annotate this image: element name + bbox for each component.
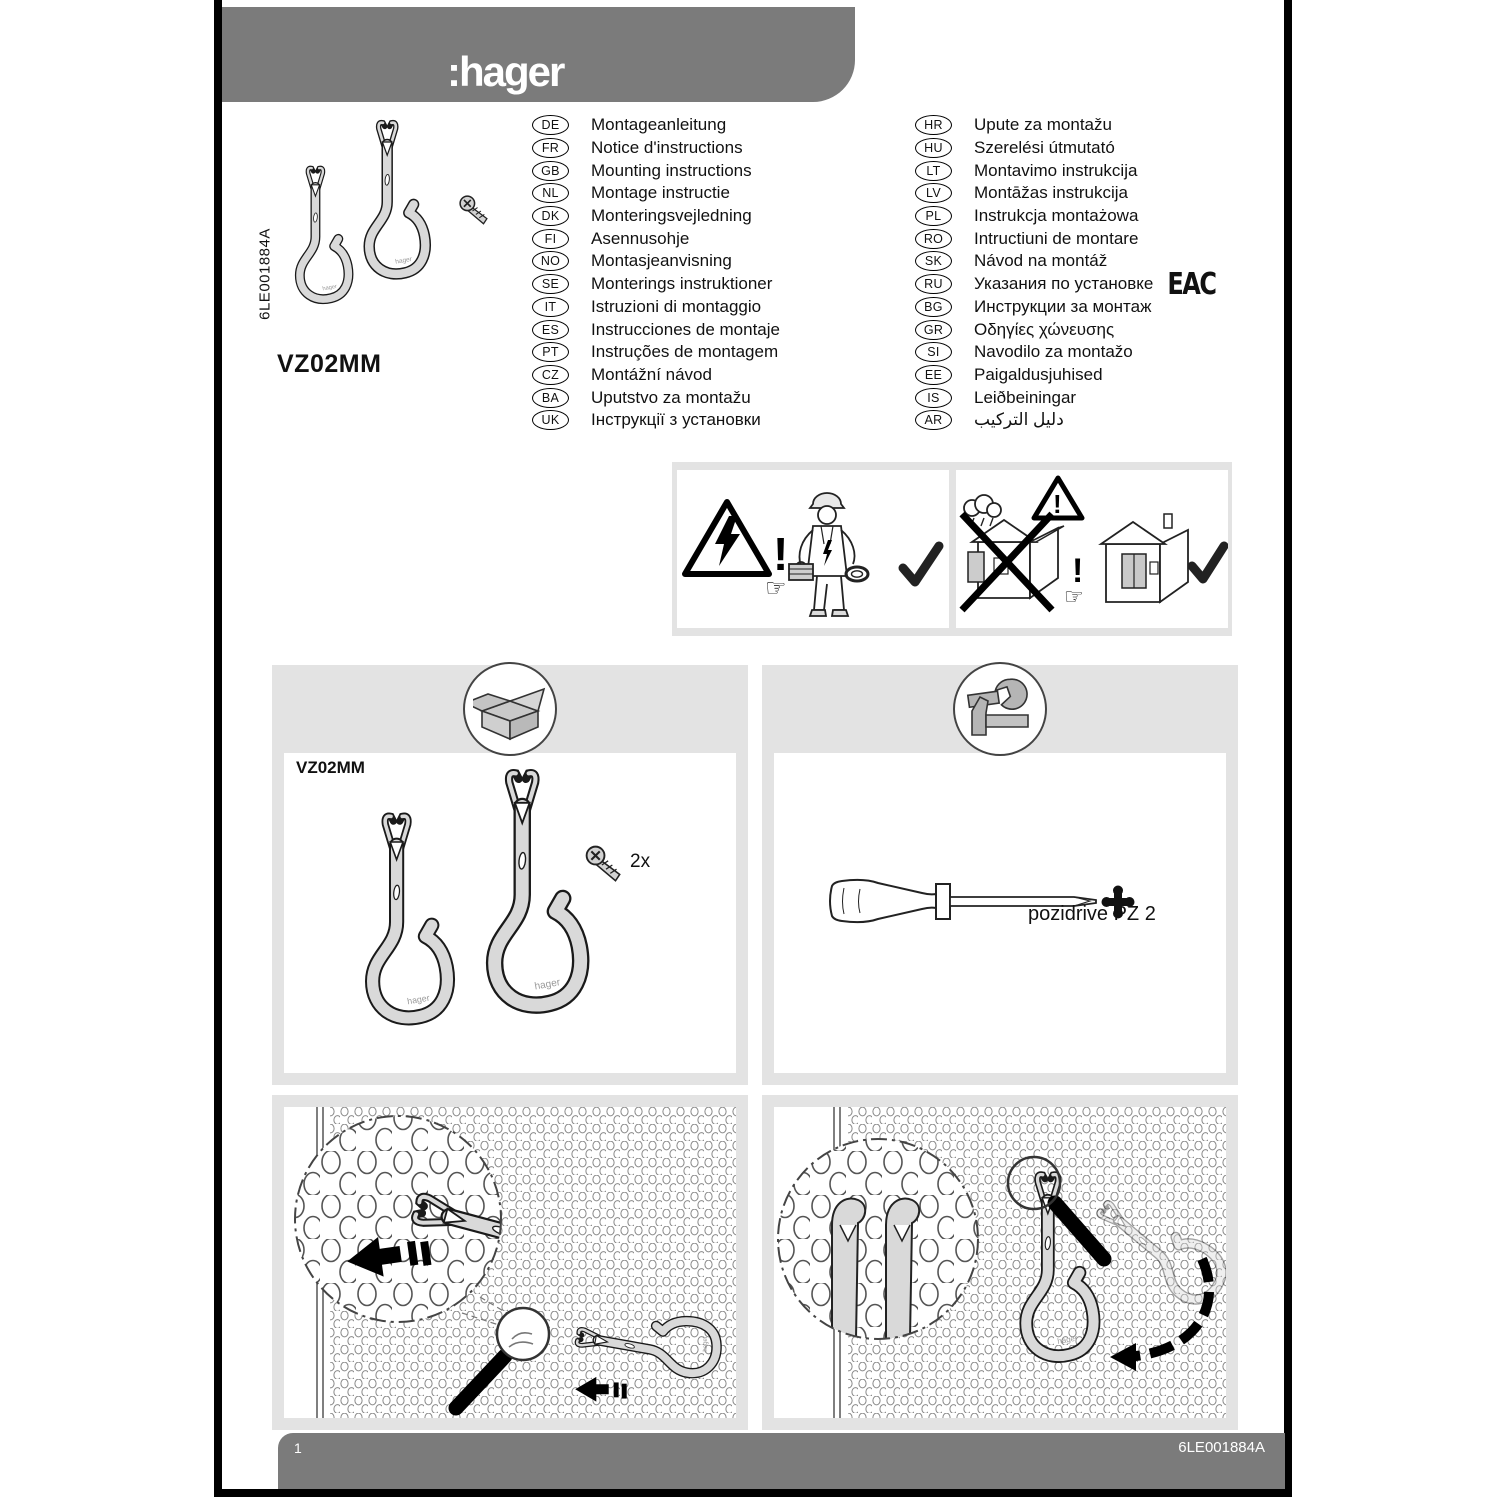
language-code-badge: SI (915, 342, 952, 362)
language-label: Instrukcja montażowa (974, 206, 1139, 226)
screwdriver-illustration (774, 752, 1226, 1073)
language-label: Инструкции за монтаж (974, 296, 1152, 316)
eac-conformity-mark: EAC (1167, 266, 1216, 302)
warning-triangle-icon (1034, 478, 1082, 519)
language-code-badge: LV (915, 183, 952, 203)
language-label: Montavimo instrukcija (974, 160, 1138, 180)
open-box-icon (463, 662, 557, 756)
language-row (532, 114, 780, 137)
language-row (915, 114, 1215, 137)
language-row (532, 318, 780, 341)
language-row (915, 205, 1215, 228)
language-row (532, 250, 780, 273)
page-number: 1 (294, 1440, 302, 1456)
language-row (532, 296, 780, 319)
language-label: Montážní návod (591, 364, 712, 384)
language-label: Указания по установке (974, 274, 1154, 294)
language-code-badge: DE (532, 115, 569, 135)
language-code-badge: IS (915, 388, 952, 408)
language-label: Asennusohje (591, 228, 690, 248)
language-code-badge: UK (532, 410, 569, 430)
language-row (532, 409, 780, 432)
exclamation-mark: ! (1071, 552, 1083, 590)
install-step-hook-illustration (284, 1107, 736, 1418)
language-row (915, 341, 1215, 364)
language-row (915, 182, 1215, 205)
language-code-badge: EE (915, 365, 952, 385)
language-label: Instruções de montagem (591, 342, 779, 362)
tool-name-label: pozidrive PZ 2 (1028, 903, 1156, 925)
language-code-badge: LT (915, 161, 952, 181)
qualified-electrician-pictogram (677, 470, 949, 628)
indoor-use-pictogram (956, 470, 1228, 628)
language-code-badge: NL (532, 183, 569, 203)
language-label: Intructiuni de montare (974, 228, 1139, 248)
language-row (915, 409, 1215, 432)
magnified-detail-circle (778, 1139, 978, 1339)
language-label: Montasjeanvisning (591, 251, 732, 271)
language-row (915, 159, 1215, 182)
crossed-house-illustration (962, 514, 1064, 610)
language-row (915, 137, 1215, 160)
language-row (532, 273, 780, 296)
language-list-left (532, 114, 780, 432)
language-row (532, 227, 780, 250)
language-label: Upute za montažu (974, 115, 1112, 135)
language-code-badge: FI (532, 229, 569, 249)
package-contents-illustration (284, 752, 736, 1073)
language-row (532, 137, 780, 160)
language-label: Návod na montáž (974, 251, 1108, 271)
language-row (915, 364, 1215, 387)
language-label: Mounting instructions (591, 160, 752, 180)
language-code-badge: PT (532, 342, 569, 362)
doc-ref-vertical: 6LE001884A (256, 228, 274, 320)
language-label: Monteringsvejledning (591, 206, 752, 226)
language-row (915, 386, 1215, 409)
language-label: Istruzioni di montaggio (591, 296, 762, 316)
language-code-badge: HR (915, 115, 952, 135)
language-row (532, 159, 780, 182)
product-code: VZ02MM (277, 350, 382, 378)
language-label: Montāžas instrukcija (974, 183, 1129, 203)
install-step-rotate-illustration (774, 1107, 1226, 1418)
safety-pictogram-strip (672, 462, 1232, 636)
language-code-badge: ES (532, 320, 569, 340)
language-label: دليل التركيب (974, 410, 1064, 430)
language-row (532, 386, 780, 409)
language-code-badge: GR (915, 320, 952, 340)
pointing-hand-icon: ☞ (764, 575, 787, 602)
language-row (915, 318, 1215, 341)
electric-hazard-triangle-icon (685, 502, 769, 574)
language-code-badge: RU (915, 274, 952, 294)
language-row (532, 341, 780, 364)
language-label: Montage instructie (591, 183, 730, 203)
language-label: Montageanleitung (591, 115, 727, 135)
language-label: Leiðbeiningar (974, 387, 1077, 407)
screw-quantity-label: 2x (630, 851, 651, 872)
language-label: Οδηγίες χώνευσης (974, 319, 1115, 339)
language-code-badge: BG (915, 297, 952, 317)
footer-bar (278, 1433, 1285, 1489)
language-label: Uputstvo za montažu (591, 387, 751, 407)
language-code-badge: PL (915, 206, 952, 226)
language-row (532, 182, 780, 205)
language-code-badge: AR (915, 410, 952, 430)
language-list-right (915, 114, 1215, 432)
language-code-badge: NO (532, 251, 569, 271)
doc-ref-footer: 6LE001884A (1178, 1439, 1265, 1456)
panel-product-code: VZ02MM (296, 758, 365, 777)
language-row (532, 364, 780, 387)
language-code-badge: FR (532, 138, 569, 158)
checkmark-icon (903, 546, 939, 582)
language-row (915, 227, 1215, 250)
exclamation-mark: ! (772, 528, 788, 580)
language-code-badge: SK (915, 251, 952, 271)
scan-border-left (214, 0, 222, 1497)
brand-logo: :hager (447, 48, 564, 95)
language-code-badge: IT (532, 297, 569, 317)
language-label: Navodilo za montažo (974, 342, 1133, 362)
language-label: Szerelési útmutató (974, 138, 1115, 158)
language-code-badge: BA (532, 388, 569, 408)
checkmark-icon (1192, 546, 1224, 579)
language-code-badge: CZ (532, 365, 569, 385)
magnifier-lens (497, 1308, 549, 1360)
language-label: Instrucciones de montaje (591, 319, 780, 339)
language-label: Інструкції з установки (591, 410, 761, 430)
pointing-hand-icon: ☞ (1063, 584, 1084, 609)
language-code-badge: DK (532, 206, 569, 226)
product-overview-illustration (272, 112, 497, 357)
language-row (532, 205, 780, 228)
approved-house-illustration (1101, 514, 1188, 602)
language-label: Monterings instruktioner (591, 274, 773, 294)
language-label: Paigaldusjuhised (974, 364, 1103, 384)
electrician-figure (789, 493, 868, 616)
tools-icon (953, 662, 1047, 756)
scan-border-right (1284, 0, 1292, 1497)
svg-text:!: ! (1052, 489, 1062, 519)
scan-border-bottom (214, 1489, 1292, 1497)
language-label: Notice d'instructions (591, 138, 743, 158)
language-code-badge: RO (915, 229, 952, 249)
language-code-badge: HU (915, 138, 952, 158)
language-code-badge: SE (532, 274, 569, 294)
language-code-badge: GB (532, 161, 569, 181)
language-row (915, 266, 1216, 302)
